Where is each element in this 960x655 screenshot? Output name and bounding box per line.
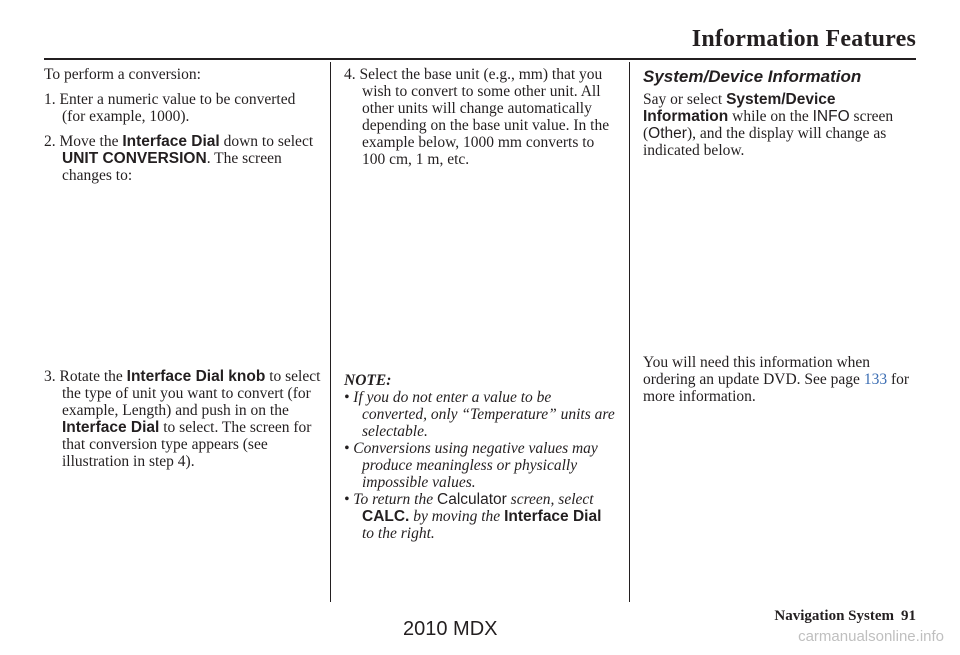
intro-text: To perform a conversion:: [44, 66, 201, 83]
unit-conversion-label: UNIT CONVERSION: [62, 150, 207, 167]
column-divider-2: [629, 62, 630, 602]
note-block: [344, 372, 616, 542]
column-3: [643, 66, 921, 405]
calc-label: CALC.: [362, 508, 410, 525]
note-bullet-3: • To return the Calculator screen, select CALC. by moving the Interface Dial to the right.: [344, 491, 602, 542]
step-3: 3. Rotate the Interface Dial knob to select the type of unit you want to convert (for example, Length) and push in on the Interface Dial to select. The screen for that conversion type appears (see illustration in step 4).: [44, 368, 321, 470]
column-divider-1: [330, 62, 331, 602]
footer-section-label: Navigation System: [774, 608, 894, 624]
system-info-paragraph: Say or select System/Device Information while on the INFO screen (Other), and the display will change as indicated below.: [643, 91, 894, 159]
interface-dial-label-2: Interface Dial: [62, 419, 160, 436]
page-title: Information Features: [691, 26, 916, 52]
calculator-label: Calculator: [437, 491, 507, 508]
footer-page-number: 91: [901, 608, 916, 624]
update-dvd-paragraph: You will need this information when ordering an update DVD. See page 133 for more information.: [643, 354, 910, 405]
step-2: 2. Move the Interface Dial down to select UNIT CONVERSION. The screen changes to:: [44, 133, 314, 184]
info-label: INFO: [812, 108, 850, 125]
column-2: [344, 66, 616, 542]
site-watermark: carmanualsonline.info: [798, 628, 944, 645]
step-1: 1. Enter a numeric value to be converted (for example, 1000).: [44, 91, 296, 125]
step-4: 4. Select the base unit (e.g., mm) that you wish to convert to some other unit. All other units will change automatically depending on the base unit value. In the example below, 1000 mm converts to 100 cm, 1 m, etc.: [344, 66, 610, 168]
interface-dial-label-3: Interface Dial: [504, 508, 602, 525]
page-133-link[interactable]: 133: [863, 371, 888, 388]
interface-dial-knob-label: Interface Dial knob: [126, 368, 266, 385]
title-rule: [44, 58, 916, 60]
other-label: Other: [648, 125, 687, 142]
interface-dial-label: Interface Dial: [122, 133, 220, 150]
model-watermark: 2010 MDX: [403, 618, 498, 640]
note-bullet-2: • Conversions using negative values may produce meaningless or physically impossible values.: [344, 440, 598, 491]
column-1: [44, 66, 321, 470]
system-device-info-label: System/Device Information: [643, 91, 836, 125]
note-bullet-1: • If you do not enter a value to be converted, only “Temperature” units are selectable.: [344, 389, 615, 440]
note-heading: NOTE:: [344, 372, 392, 389]
section-heading: System/Device Information: [643, 67, 862, 86]
